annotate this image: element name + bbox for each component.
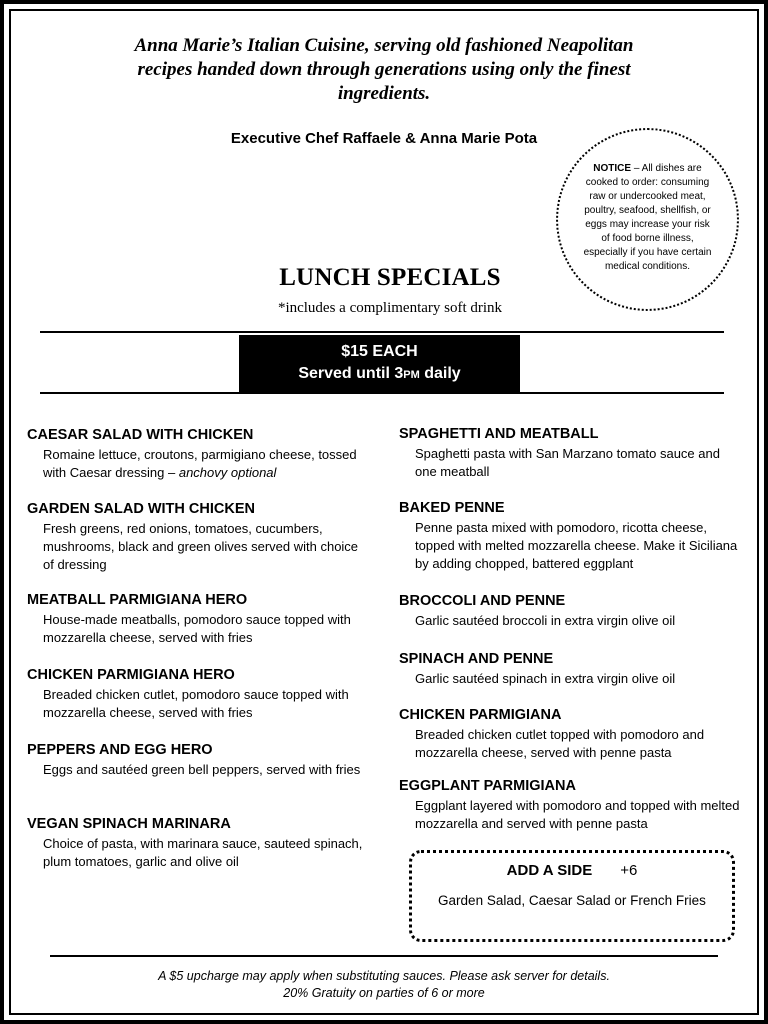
menu-item-description: Choice of pasta, with marinara sauce, sauteed spinach, plum tomatoes, garlic and olive oil <box>43 836 363 869</box>
health-notice <box>556 128 739 311</box>
menu-item-description <box>27 446 372 482</box>
menu-item-name: EGGPLANT PARMIGIANA <box>399 778 576 794</box>
menu-item <box>27 591 372 647</box>
menu-item-name: VEGAN SPINACH MARINARA <box>27 816 231 832</box>
menu-item <box>27 815 372 871</box>
served-prefix: Served until 3 <box>298 365 404 382</box>
menu-item <box>27 741 372 779</box>
menu-item-description: Breaded chicken cutlet, pomodoro sauce topped with mozzarella cheese, served with fries <box>43 687 349 720</box>
menu-item-description: Garlic sautéed spinach in extra virgin olive oil <box>415 671 676 686</box>
lunch-specials-title: LUNCH SPECIALS <box>279 264 501 291</box>
add-a-side-box <box>409 850 735 942</box>
menu-item-desc-text: Romaine lettuce, croutons, parmigiano cheese, tossed with Caesar dressing – <box>43 447 357 480</box>
notice-label: NOTICE <box>593 162 632 174</box>
menu-item-note: anchovy optional <box>178 465 277 480</box>
menu-item-name: SPAGHETTI AND MEATBALL <box>399 426 599 442</box>
menu-item-name: BROCCOLI AND PENNE <box>399 593 566 609</box>
footer-notes <box>60 968 708 1002</box>
price-banner <box>239 335 520 392</box>
menu-item-description: Eggplant layered with pomodoro and topped with melted mozzarella and served with penne pasta <box>415 798 740 831</box>
menu-item-name: CHICKEN PARMIGIANA <box>399 707 562 723</box>
divider-bottom <box>50 955 718 957</box>
lunch-specials-subtitle: *includes a complimentary soft drink <box>277 300 503 316</box>
divider-top <box>40 331 724 333</box>
menu-item-description: Penne pasta mixed with pomodoro, ricotta cheese, topped with melted mozzarella cheese. Make it Siciliana by adding chopped, battered eggplant <box>415 520 738 571</box>
menu-item-description: Fresh greens, red onions, tomatoes, cucumbers, mushrooms, black and green olives served with choice of dressing <box>43 521 359 572</box>
served-until <box>239 363 520 386</box>
menu-item-description: Spaghetti pasta with San Marzano tomato sauce and one meatball <box>415 446 720 479</box>
notice-body: – All dishes are cooked to order: consuming raw or undercooked meat, poultry, seafood, shellfish, or eggs may increase your risk of food borne illness, especially if you have certain medical conditions. <box>583 162 712 272</box>
divider-middle <box>40 392 724 394</box>
menu-item-name: CHICKEN PARMIGIANA HERO <box>27 667 235 683</box>
menu-item-name: MEATBALL PARMIGIANA HERO <box>27 592 248 608</box>
menu-item <box>399 650 744 688</box>
menu-item <box>399 592 744 630</box>
served-pm: PM <box>403 369 420 381</box>
footer-gratuity: 20% Gratuity on parties of 6 or more <box>283 986 485 1000</box>
add-a-side-title: ADD A SIDE <box>506 862 593 879</box>
restaurant-intro: Anna Marie’s Italian Cuisine, serving old fashioned Neapolitan recipes handed down through generations using only the finest ingredients. <box>134 35 634 104</box>
menu-item-description: Breaded chicken cutlet topped with pomodoro and mozzarella cheese, served with penne pasta <box>415 727 705 760</box>
served-suffix: daily <box>419 365 461 382</box>
executive-chefs: Executive Chef Raffaele & Anna Marie Pota <box>230 130 538 147</box>
menu-item-description: Garlic sautéed broccoli in extra virgin olive oil <box>415 613 676 628</box>
menu-item-name: GARDEN SALAD WITH CHICKEN <box>27 501 255 517</box>
menu-item <box>399 425 744 481</box>
footer-upcharge: A $5 upcharge may apply when substituting sauces. Please ask server for details. <box>158 969 610 983</box>
menu-item-name: BAKED PENNE <box>399 500 505 516</box>
menu-item <box>399 499 744 573</box>
menu-item <box>399 706 744 762</box>
menu-item <box>399 777 744 833</box>
menu-item-name: CAESAR SALAD WITH CHICKEN <box>27 427 254 443</box>
menu-item-name: PEPPERS AND EGG HERO <box>27 742 213 758</box>
price-label: $15 EACH <box>341 343 418 360</box>
add-a-side-price: +6 <box>620 862 638 879</box>
menu-item-name: SPINACH AND PENNE <box>399 651 554 667</box>
menu-item <box>27 500 372 574</box>
menu-item-description: Eggs and sautéed green bell peppers, served with fries <box>43 762 361 777</box>
health-notice-text <box>584 162 712 274</box>
add-a-side-heading <box>412 862 732 879</box>
menu-item <box>27 666 372 722</box>
menu-item-description: House-made meatballs, pomodoro sauce topped with mozzarella cheese, served with fries <box>43 612 351 645</box>
add-a-side-options: Garden Salad, Caesar Salad or French Fries <box>438 893 706 908</box>
menu-item <box>27 426 372 482</box>
